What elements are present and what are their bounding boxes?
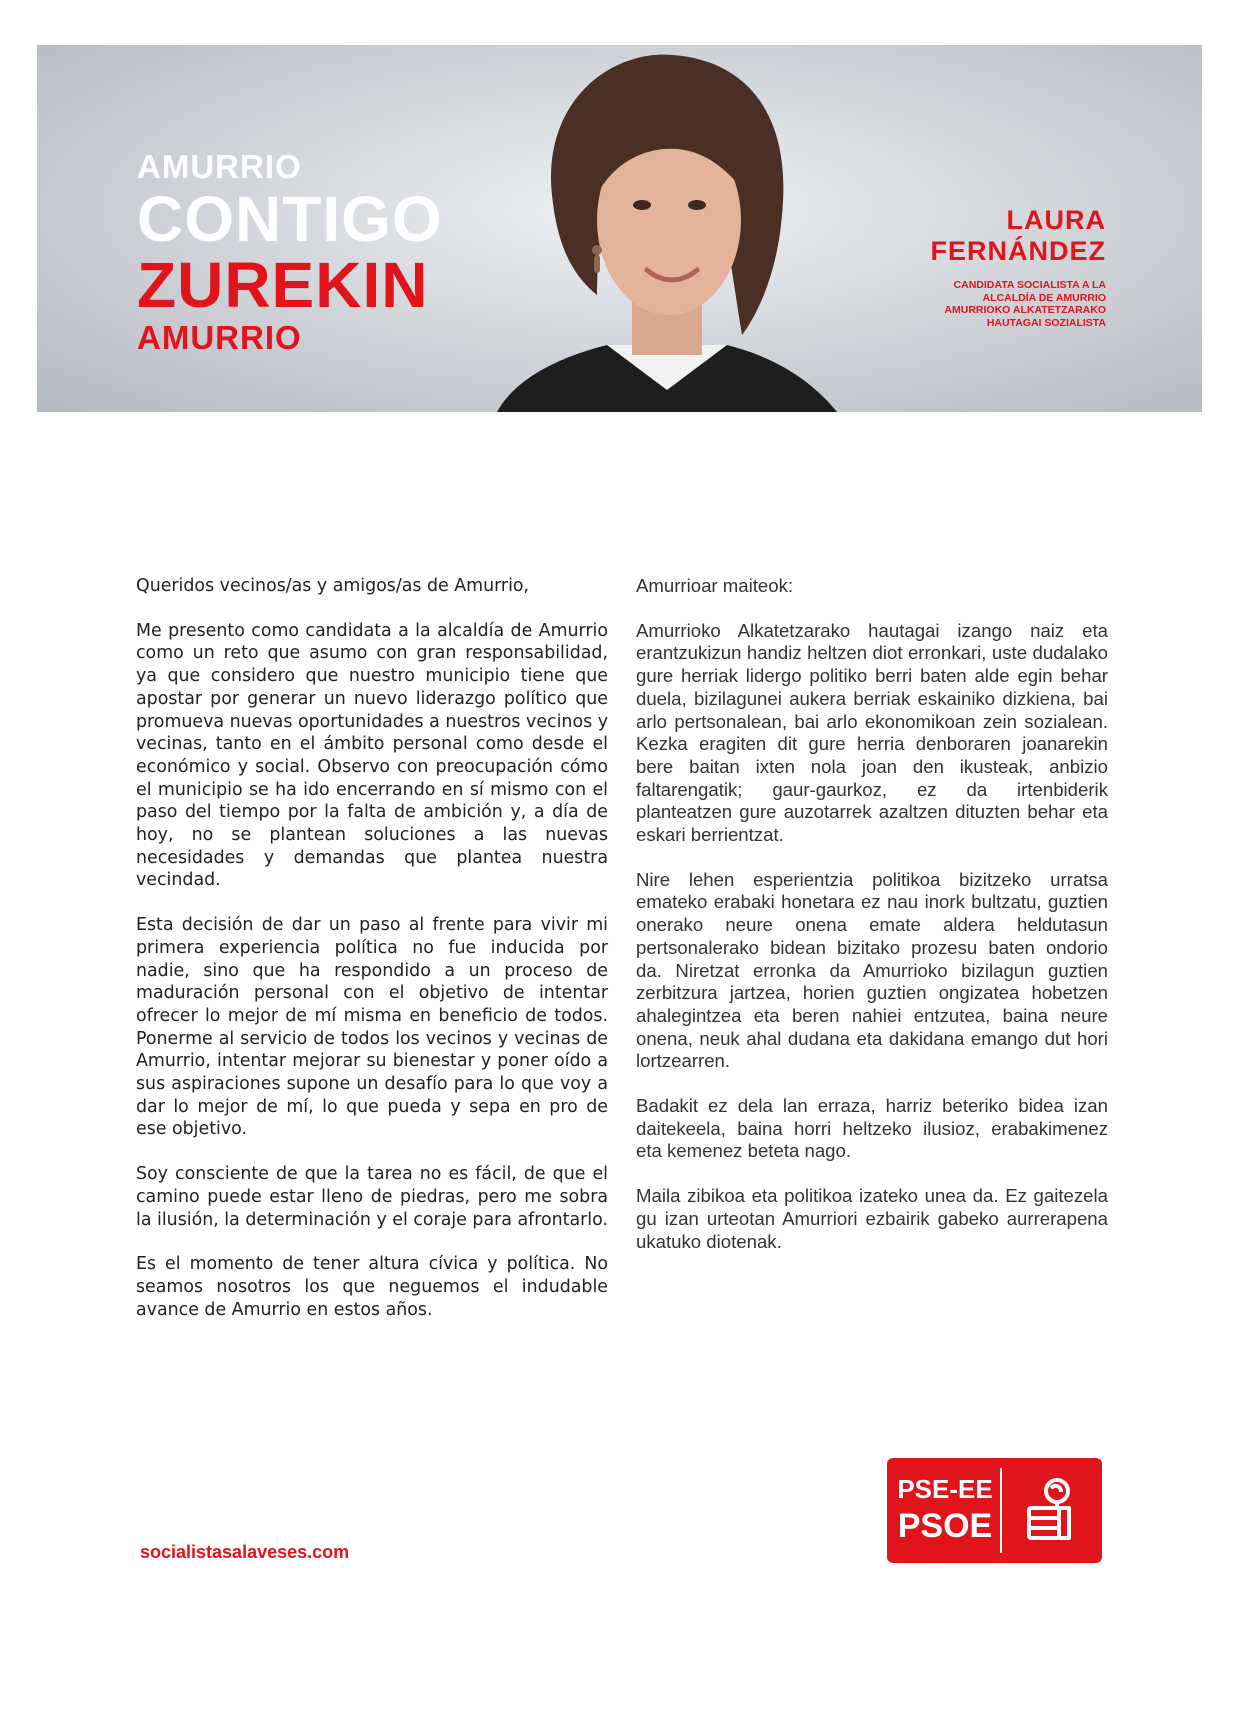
slogan-line-3: ZUREKIN — [137, 249, 429, 321]
letter-paragraph: Badakit ez dela lan erraza, harriz beteriko bidea izan daitekeela, baina horri heltzeko ilusioz, erabakimenez eta kemenez beteta nago. — [636, 1095, 1108, 1162]
candidate-role-line: AMURRIOKO ALKATETZARAKO — [944, 304, 1106, 316]
candidate-last-name: FERNÁNDEZ — [930, 236, 1106, 266]
slogan-line-2: CONTIGO — [137, 183, 443, 255]
website-link[interactable]: socialistasalaveses.com — [140, 1542, 350, 1562]
letter-basque — [636, 575, 1108, 1275]
slogan-line-4: AMURRIO — [137, 319, 302, 356]
letter-paragraph: Amurrioko Alkatetzarako hautagai izango naiz eta erantzukizun handiz heltzen diot erronkari, uste dudalako gure herriak lidergo politiko berri baten alde egin behar duela, bizilagunei aukera berriak eskainiko dizkiena, bai arlo pertsonalean, bai arlo ekonomikoan zein sozialean. Kezka eragiten dit gure herria denboraren joanarekin bere baitan ixten nola joan den ikusteak, anbizio faltarengatik; gaur-gaurkoz, ez da irtenbiderik planteatzen gure auzotarrek azaltzen dituzten behar eta eskari berrientzat. — [636, 619, 1108, 846]
logo-divider — [1000, 1468, 1002, 1553]
letter-spanish — [136, 575, 608, 1343]
rose-fist-icon — [1017, 1474, 1087, 1549]
candidate-roles — [931, 279, 1107, 329]
letter-paragraph: Me presento como candidata a la alcaldía de Amurrio como un reto que asumo con gran responsabilidad, ya que considero que nuestro municipio tiene que apostar por generar un nuevo liderazgo político que promueva nuevas oportunidades a nuestros vecinos y vecinas, tanto en el ámbito personal como desde el económico y social. Observo con preocupación cómo el municipio se ha ido encerrando en sí mismo con el paso del tiempo por la falta de ambición y, a día de hoy, no se plantean soluciones a las nuevas necesidades y demandas que plantea nuestra vecindad. — [136, 620, 608, 891]
candidate-role-line: HAUTAGAI SOZIALISTA — [986, 316, 1106, 329]
header-banner — [37, 45, 1202, 412]
letter-greeting: Amurrioar maiteok: — [636, 575, 794, 596]
logo-text-pse-ee: PSE-EE — [897, 1474, 993, 1504]
letter-paragraph: Maila zibikoa eta politikoa izateko unea da. Ez gaitezela gu izan urteotan Amurriori ezbairik gabeko aurrerapena ukatuko diotenak. — [636, 1185, 1108, 1252]
letter-paragraph: Es el momento de tener altura cívica y política. No seamos nosotros los que neguemos el indudable avance de Amurrio en estos años. — [136, 1254, 608, 1320]
letter-paragraph: Soy consciente de que la tarea no es fácil, de que el camino puede estar lleno de piedras, pero me sobra la ilusión, la determinación y el coraje para afrontarlo. — [136, 1164, 608, 1230]
candidate-role-line: ALCALDÍA DE AMURRIO — [982, 291, 1106, 304]
letter-paragraph: Nire lehen esperientzia politikoa bizitzeko urratsa emateko erabaki honetara ez nau inork bultzatu, guztien onerako neure onena emate aldera heldutasun pertsonalerako bidean bizitako prozesu baten ondorio da. Niretzat erronka da Amurrioko bizilagun guztien zerbitzura jartzea, horien guztien ongizatea hobetzen ahalegintzea eta beren nahiei entzutea, baina neure onena, neuk ahal dudana eta dakidana emango dut hori lortzearren. — [636, 868, 1108, 1072]
campaign-slogan — [137, 150, 443, 354]
candidate-first-name: LAURA — [1006, 205, 1106, 235]
logo-text-psoe: PSOE — [897, 1507, 993, 1545]
slogan-line-1: AMURRIO — [137, 148, 302, 185]
letter-greeting: Queridos vecinos/as y amigos/as de Amurrio, — [136, 576, 530, 596]
candidate-portrait — [457, 45, 877, 412]
candidate-block — [931, 205, 1107, 329]
party-logo — [887, 1458, 1102, 1563]
candidate-role-line: CANDIDATA SOCIALISTA A LA — [953, 279, 1106, 291]
letter-paragraph: Esta decisión de dar un paso al frente para vivir mi primera experiencia política no fue inducida por nadie, sino que ha respondido a un proceso de maduración personal con el objetivo de intentar ofrecer lo mejor de mí misma en beneficio de todos. Ponerme al servicio de todos los vecinos y vecinas de Amurrio, intentar mejorar su bienestar y poner oído a sus aspiraciones supone un desafío para lo que voy a dar lo mejor de mí, lo que pueda y sepa en pro de ese objetivo. — [136, 915, 608, 1140]
